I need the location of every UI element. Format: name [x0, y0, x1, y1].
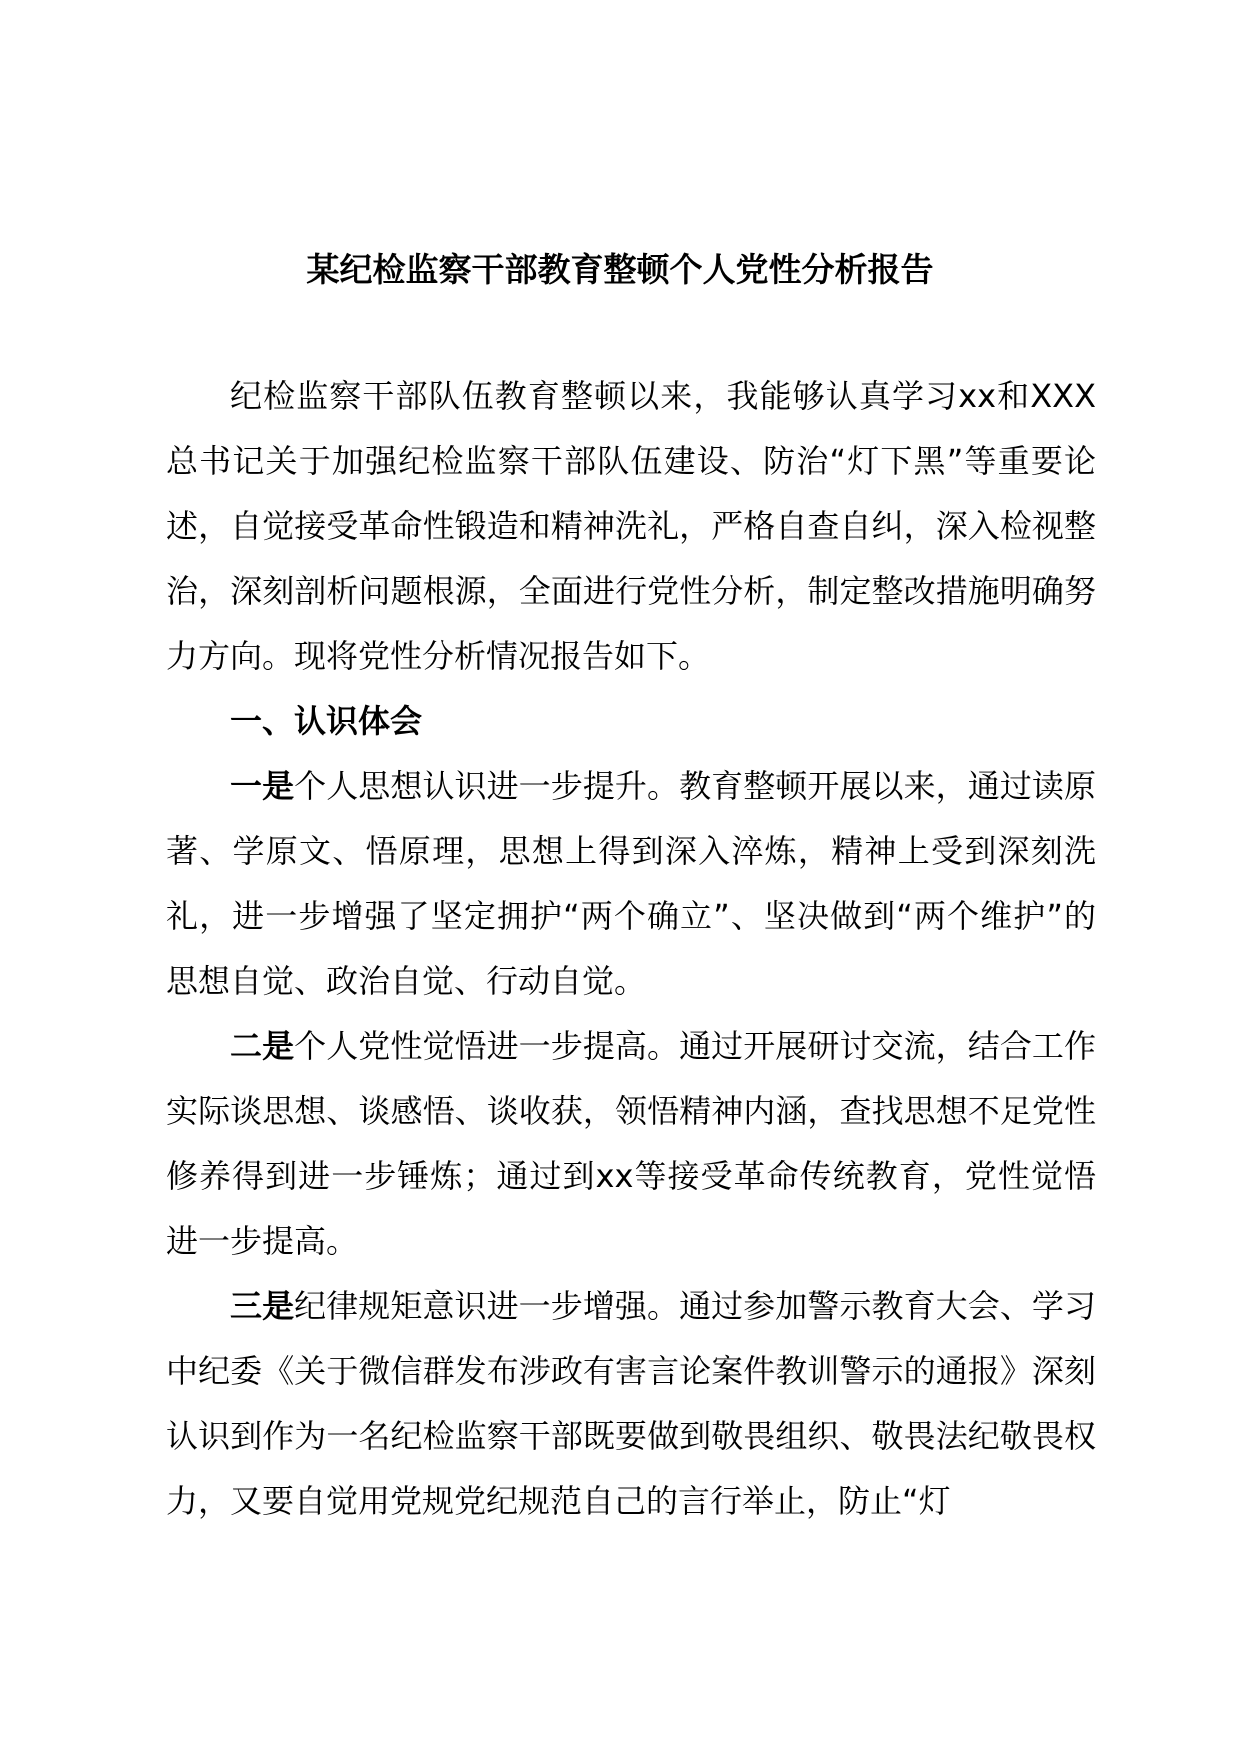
paragraph-item-2 [166, 1014, 1096, 1274]
paragraph-text: 个人党性觉悟进一步提高。通过开展研讨交流，结合工作实际谈思想、谈感悟、谈收获，领悟精神内涵，查找思想不足党性修养得到进一步锤炼；通过到xx等接受革命传统教育，党性觉悟进一步提高。 [166, 1027, 1096, 1260]
paragraph-lead: 三是 [230, 1287, 295, 1325]
intro-paragraph: 纪检监察干部队伍教育整顿以来，我能够认真学习xx和XXX总书记关于加强纪检监察干部队伍建设、防治“灯下黑”等重要论述，自觉接受革命性锻造和精神洗礼，严格自查自纠，深入检视整治，深刻剖析问题根源，全面进行党性分析，制定整改措施明确努力方向。现将党性分析情况报告如下。 [166, 377, 1096, 675]
paragraph-text: 纪律规矩意识进一步增强。通过参加警示教育大会、学习中纪委《关于微信群发布涉政有害言论案件教训警示的通报》深刻认识到作为一名纪检监察干部既要做到敬畏组织、敬畏法纪敬畏权力，又要自觉用党规党纪规范自己的言行举止，防止“灯 [166, 1287, 1096, 1520]
paragraph-text: 个人思想认识进一步提升。教育整顿开展以来，通过读原著、学原文、悟原理，思想上得到深入淬炼，精神上受到深刻洗礼，进一步增强了坚定拥护“两个确立”、坚决做到“两个维护”的思想自觉、政治自觉、行动自觉。 [166, 767, 1096, 1000]
paragraph-item-1 [166, 754, 1096, 1014]
document-title: 某纪检监察干部教育整顿个人党性分析报告 [306, 250, 934, 289]
document-body [166, 364, 1096, 1534]
paragraph-lead: 二是 [230, 1027, 295, 1065]
paragraph-lead: 一是 [230, 767, 295, 805]
section-heading: 一、认识体会 [230, 702, 423, 740]
paragraph-item-3 [166, 1274, 1096, 1534]
